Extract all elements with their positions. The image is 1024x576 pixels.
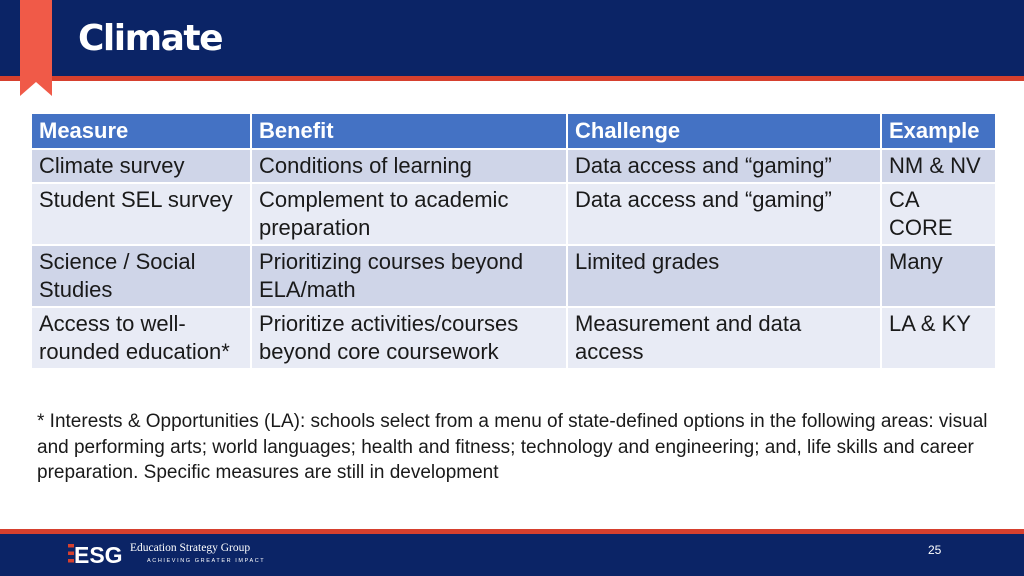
table-row (31, 183, 996, 245)
climate-measures-table (30, 112, 997, 370)
page-number: 25 (928, 543, 942, 557)
benefit-cell: Prioritizing courses beyond ELA/math (251, 245, 567, 307)
logo-wordmark: ESG (74, 542, 123, 568)
column-header-measure: Measure (31, 113, 251, 149)
challenge-cell: Limited grades (567, 245, 881, 307)
measure-cell: Access to well-rounded education* (31, 307, 251, 369)
measure-cell: Science / Social Studies (31, 245, 251, 307)
benefit-cell: Prioritize activities/courses beyond core coursework (251, 307, 567, 369)
benefit-cell: Complement to academic preparation (251, 183, 567, 245)
bookmark-icon (20, 0, 52, 96)
column-header-benefit: Benefit (251, 113, 567, 149)
example-cell: Many (881, 245, 996, 307)
challenge-cell: Measurement and data access (567, 307, 881, 369)
column-header-challenge: Challenge (567, 113, 881, 149)
table-row (31, 149, 996, 183)
example-cell: LA & KY (881, 307, 996, 369)
measure-cell: Student SEL survey (31, 183, 251, 245)
challenge-cell: Data access and “gaming” (567, 149, 881, 183)
benefit-cell: Conditions of learning (251, 149, 567, 183)
example-cell: NM & NV (881, 149, 996, 183)
footnote: * Interests & Opportunities (LA): schools select from a menu of state-defined options in the following areas: visual and performing arts; world languages; health and fitness; technology and engineering; and, life skills and career preparation. Specific measures are still in development (37, 411, 988, 483)
slide-title: Climate (78, 18, 223, 59)
example-cell: CA CORE (881, 183, 996, 245)
measure-cell: Climate survey (31, 149, 251, 183)
org-tagline: ACHIEVING GREATER IMPACT (147, 558, 266, 564)
table-header-row (31, 113, 996, 149)
header-accent-stripe (0, 76, 1024, 81)
column-header-example: Example (881, 113, 996, 149)
table-row (31, 245, 996, 307)
esg-logo-icon (66, 539, 124, 569)
challenge-cell: Data access and “gaming” (567, 183, 881, 245)
org-name: Education Strategy Group (130, 542, 251, 554)
table-row (31, 307, 996, 369)
